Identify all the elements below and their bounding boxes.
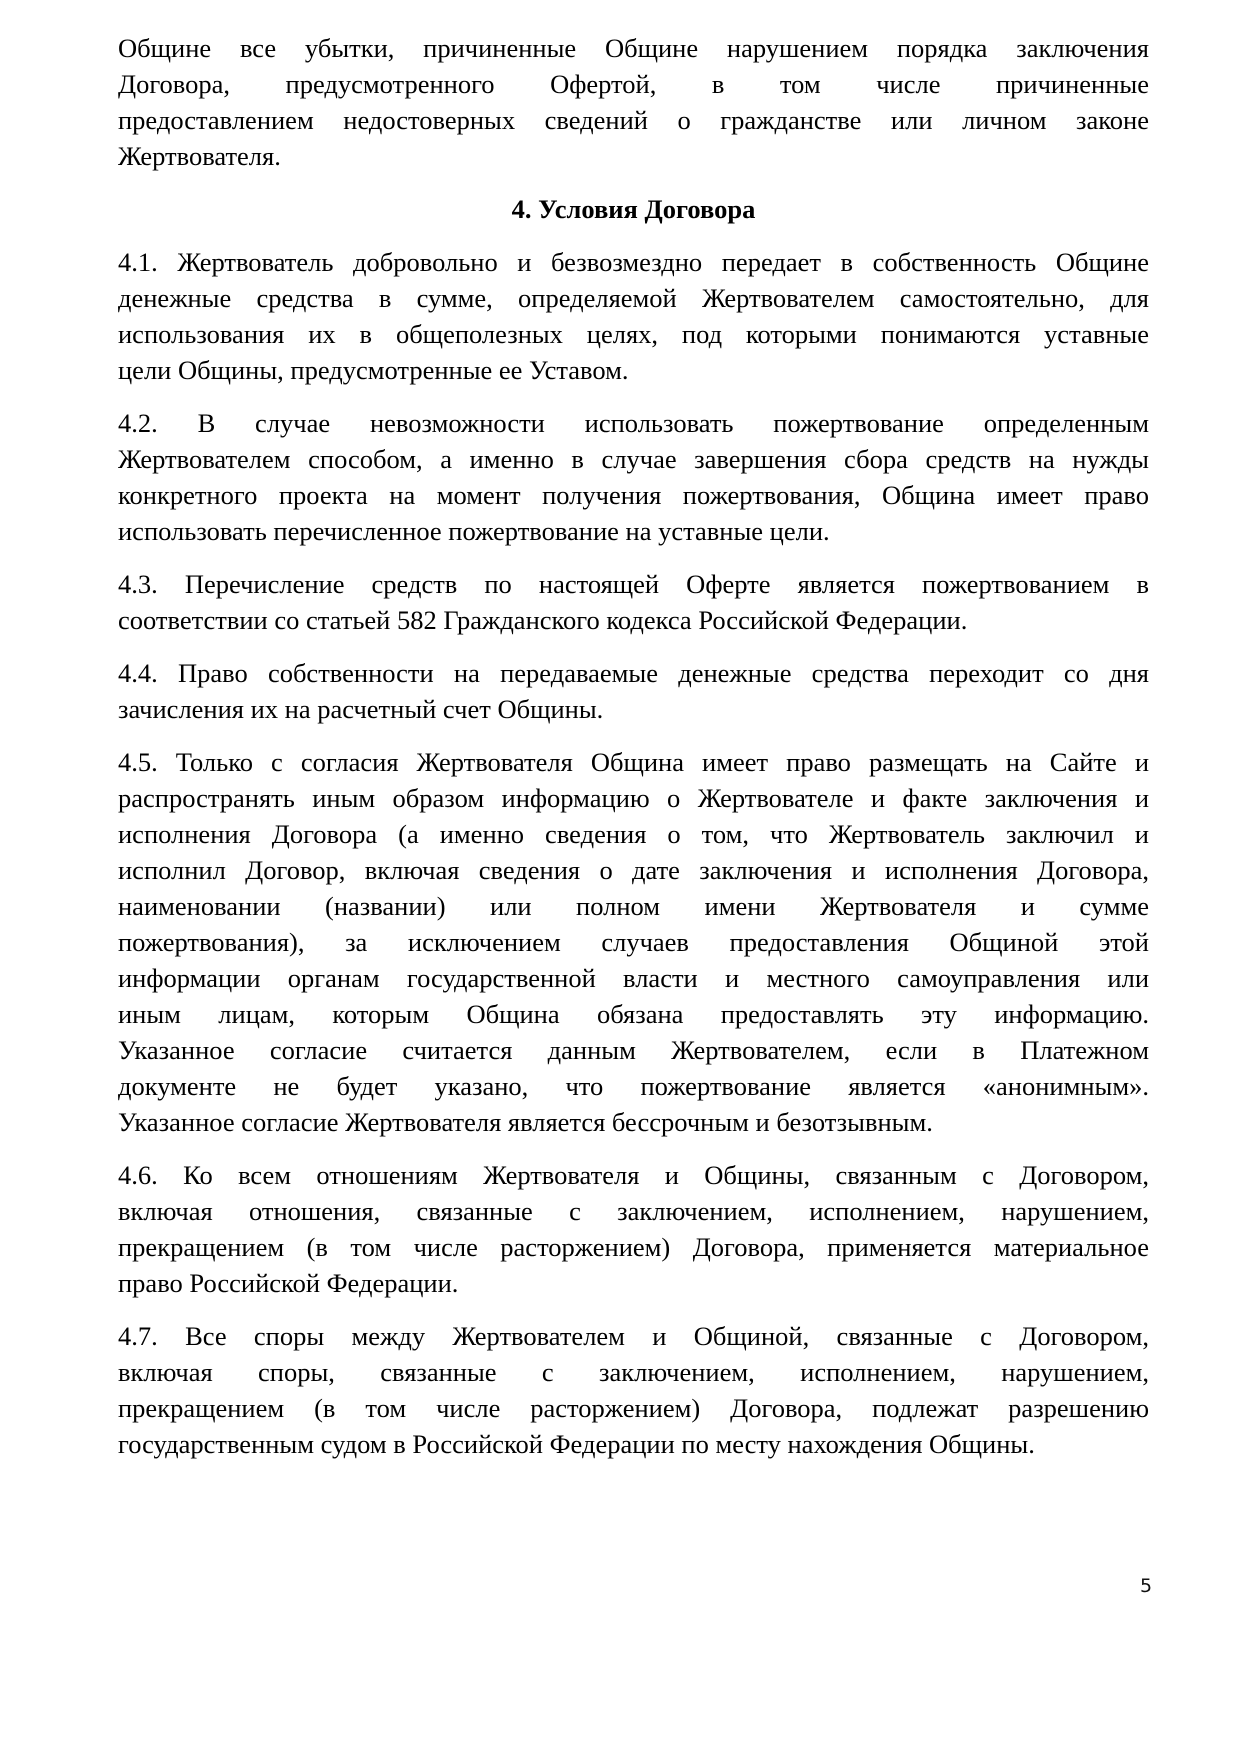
text-line: прекращением (в том числе расторжением) Договора, подлежат разрешению bbox=[118, 1393, 1149, 1423]
text-line: распространять иным образом информацию о Жертвователе и факте заключения и bbox=[118, 783, 1149, 813]
section-heading: 4. Условия Договора bbox=[511, 194, 756, 224]
text-line: наименовании (названии) или полном имени Жертвователя и сумме bbox=[118, 891, 1149, 921]
clause-4-3 bbox=[118, 566, 1149, 638]
text-line: 4.7. Все споры между Жертвователем и Общиной, связанные с Договором, bbox=[118, 1321, 1149, 1351]
text-line: 4.1. Жертвователь добровольно и безвозмездно передает в собственность Общине bbox=[118, 247, 1149, 277]
text-line: Общине все убытки, причиненные Общине нарушением порядка заключения bbox=[118, 33, 1149, 63]
text-line: иным лицам, которым Община обязана предоставлять эту информацию. bbox=[118, 999, 1149, 1029]
text-line: Договора, предусмотренного Офертой, в том числе причиненные bbox=[118, 69, 1149, 99]
text-line: Жертвователя. bbox=[118, 141, 281, 171]
text-line: включая отношения, связанные с заключением, исполнением, нарушением, bbox=[118, 1196, 1149, 1226]
text-line: Жертвователем способом, а именно в случае завершения сбора средств на нужды bbox=[118, 444, 1149, 474]
text-line: цели Общины, предусмотренные ее Уставом. bbox=[118, 355, 629, 385]
clause-4-6 bbox=[118, 1157, 1149, 1301]
clause-4-4 bbox=[118, 655, 1149, 727]
text-line: исполнения Договора (а именно сведения о том, что Жертвователь заключил и bbox=[118, 819, 1149, 849]
continuation-paragraph bbox=[118, 30, 1149, 174]
text-line: 4.4. Право собственности на передаваемые денежные средства переходит со дня bbox=[118, 658, 1149, 688]
text-line: государственным судом в Российской Федерации по месту нахождения Общины. bbox=[118, 1429, 1035, 1459]
text-line: 4.3. Перечисление средств по настоящей Оферте является пожертвованием в bbox=[118, 569, 1149, 599]
text-line: зачисления их на расчетный счет Общины. bbox=[118, 694, 604, 724]
text-line: прекращением (в том числе расторжением) Договора, применяется материальное bbox=[118, 1232, 1149, 1262]
text-line: право Российской Федерации. bbox=[118, 1268, 459, 1298]
clause-4-7 bbox=[118, 1318, 1149, 1462]
clause-4-5 bbox=[118, 744, 1149, 1140]
text-line: исполнил Договор, включая сведения о дате заключения и исполнения Договора, bbox=[118, 855, 1149, 885]
clause-4-2 bbox=[118, 405, 1149, 549]
text-line: конкретного проекта на момент получения пожертвования, Община имеет право bbox=[118, 480, 1149, 510]
text-line: 4.6. Ко всем отношениям Жертвователя и Общины, связанным с Договором, bbox=[118, 1160, 1149, 1190]
text-line: информации органам государственной власти и местного самоуправления или bbox=[118, 963, 1149, 993]
text-line: Указанное согласие Жертвователя является бессрочным и безотзывным. bbox=[118, 1107, 933, 1137]
text-line: включая споры, связанные с заключением, исполнением, нарушением, bbox=[118, 1357, 1149, 1387]
text-line: использования их в общеполезных целях, под которыми понимаются уставные bbox=[118, 319, 1149, 349]
text-line: Указанное согласие считается данным Жертвователем, если в Платежном bbox=[118, 1035, 1149, 1065]
text-line: денежные средства в сумме, определяемой Жертвователем самостоятельно, для bbox=[118, 283, 1149, 313]
text-line: 4.5. Только с согласия Жертвователя Община имеет право размещать на Сайте и bbox=[118, 747, 1149, 777]
text-line: соответствии со статьей 582 Гражданского кодекса Российской Федерации. bbox=[118, 605, 968, 635]
page-number: 5 bbox=[1140, 1575, 1153, 1597]
text-line: 4.2. В случае невозможности использовать пожертвование определенным bbox=[118, 408, 1149, 438]
text-line: документе не будет указано, что пожертвование является «анонимным». bbox=[118, 1071, 1149, 1101]
text-column bbox=[118, 30, 1149, 1479]
text-line: пожертвования), за исключением случаев предоставления Общиной этой bbox=[118, 927, 1149, 957]
text-line: использовать перечисленное пожертвование на уставные цели. bbox=[118, 516, 830, 546]
text-line: предоставлением недостоверных сведений о гражданстве или личном законе bbox=[118, 105, 1149, 135]
clause-4-1 bbox=[118, 244, 1149, 388]
